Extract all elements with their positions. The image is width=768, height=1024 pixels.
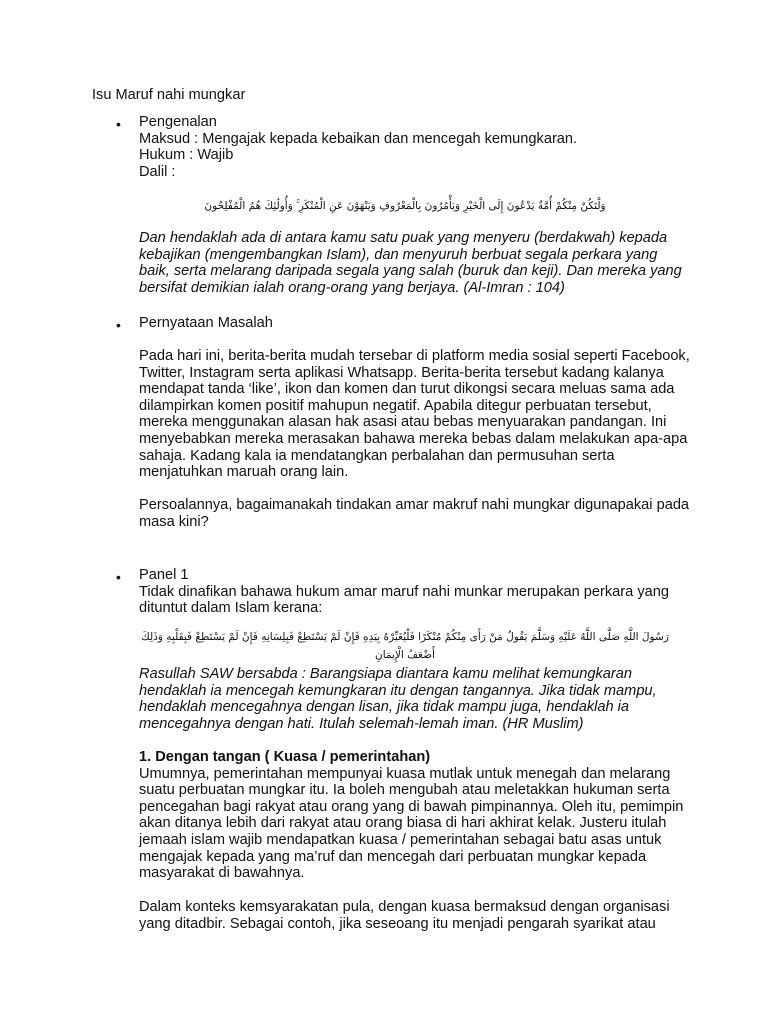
- maksud-line: Maksud : Mengajak kepada kebaikan dan mencegah kemungkaran.: [139, 130, 578, 147]
- translation-line: baik, serta melarang daripada segala yang salah (buruk dan keji). Dan mereka yang: [139, 263, 682, 280]
- paragraph-line: masyarakat di bawahnya.: [139, 865, 305, 882]
- hadith-translation: [139, 666, 679, 732]
- paragraph-line: jemaah islam wajib mendapatkan kuasa / pemerintahan sebagai batu asas untuk: [139, 831, 662, 848]
- paragraph-line: mendapat tanda ‘like’, ikon dan komen dan turut dikongsi secara meluas sama ada: [139, 381, 675, 398]
- question-paragraph: [139, 497, 690, 530]
- hadith-arabic-line: أَضْعَفُ الْإِيمَانِ: [375, 649, 435, 661]
- hadith-arabic-line: رَسُولَ اللَّهِ صَلَّى اللَّهُ عَلَيْهِ وَسَلَّمَ يَقُولُ مَنْ رَأَى مِنْكُمْ مُنْكَرًا فَلْيُغَيِّرْهُ بِيَدِهِ فَإِنْ لَمْ يَسْتَطِعْ فَبِلِسَانِهِ فَإِنْ لَمْ يَسْتَطِعْ فَبِقَلْبِهِ وَذَلِكَ: [141, 631, 669, 643]
- paragraph-line: Pada hari ini, berita-berita mudah tersebar di platform media sosial seperti Facebook,: [139, 348, 690, 364]
- bullet-panel-1: •: [116, 569, 121, 585]
- paragraph-line: Dalam konteks kemsyarakatan pula, dengan kuasa bermaksud dengan organisasi: [139, 899, 670, 915]
- kuasa-section: [139, 749, 684, 882]
- paragraph-line: mereka menggunakan alasan hak asasi atau bebas menyuarakan pandangan. Ini: [139, 414, 667, 431]
- problem-statement-paragraph: [139, 348, 690, 481]
- kemasyarakatan-paragraph: [139, 899, 679, 932]
- document-title: Isu Maruf nahi mungkar: [92, 87, 246, 103]
- paragraph-line: Umumnya, pemerintahan mempunyai kuasa mutlak untuk menegah dan melarang: [139, 765, 671, 782]
- paragraph-line: Persoalannya, bagaimanakah tindakan amar makruf nahi mungkar digunapakai pada: [139, 497, 690, 513]
- paragraph-line: suatu perbuatan mungkar itu. Ia boleh mengubah atau meletakkan hukuman serta: [139, 782, 670, 799]
- paragraph-line: pencegahan bagi rakyat atau orang yang di bawah pimpinannya. Oleh itu, pemimpin: [139, 798, 684, 815]
- paragraph-line: mengajak kepada yang ma’ruf dan mencegah dari perbuatan mungkar kepada: [139, 848, 647, 865]
- translation-line: bersifat demikian ialah orang-orang yang berjaya. (Al-Imran : 104): [139, 279, 565, 296]
- intro-line: dituntut dalam Islam kerana:: [139, 600, 323, 617]
- section-heading-pengenalan: Pengenalan: [139, 114, 217, 130]
- quran-verse-arabic: وَلْتَكُنْ مِنْكُمْ أُمَّةٌ يَدْعُونَ إِلَى الْخَيْرِ وَيَأْمُرُونَ بِالْمَعْرُوفِ وَيَنْهَوْنَ عَنِ الْمُنْكَرِ ۚ وَأُولَٰئِكَ هُمُ الْمُفْلِحُونَ: [204, 200, 606, 212]
- quran-verse-translation: [139, 230, 682, 296]
- hadith-line: hendaklah ia mencegah kemungkaran itu dengan tangannya. Jika tidak mampu,: [139, 682, 657, 699]
- section-pengenalan: [139, 114, 679, 180]
- paragraph-line: dilampirkan komen positif mahupun negatif. Apabila ditegur perbuatan tersebut,: [139, 397, 652, 414]
- subheading-dengan-tangan: 1. Dengan tangan ( Kuasa / pemerintahan): [139, 749, 431, 765]
- paragraph-line: menjatuhkan maruah orang lain.: [139, 464, 349, 481]
- section-panel-1: [139, 567, 679, 617]
- hadith-arabic: [139, 628, 671, 664]
- paragraph-line: Twitter, Instagram serta aplikasi Whatsapp. Berita-berita tersebut kadang kalanya: [139, 364, 664, 381]
- hukum-line: Hukum : Wajib: [139, 147, 234, 164]
- paragraph-line: sahaja. Kadang kala ia mendatangkan perbalahan dan permusuhan serta: [139, 447, 615, 464]
- hadith-line: Rasullah SAW bersabda : Barangsiapa diantara kamu melihat kemungkaran: [139, 666, 632, 682]
- dalil-line: Dalil :: [139, 163, 176, 180]
- hadith-line: mencegahnya dengan hati. Itulah selemah-lemah iman. (HR Muslim): [139, 715, 584, 732]
- translation-line: Dan hendaklah ada di antara kamu satu puak yang menyeru (berdakwah) kepada: [139, 230, 668, 246]
- bullet-pengenalan: •: [116, 116, 121, 132]
- paragraph-line: akan ditanya lebih dari rakyat atau orang biasa di hari akhirat kelak. Justeru itulah: [139, 815, 667, 832]
- bullet-pernyataan-masalah: •: [116, 317, 121, 333]
- paragraph-line: masa kini?: [139, 513, 209, 530]
- intro-line: Tidak dinafikan bahawa hukum amar maruf nahi munkar merupakan perkara yang: [139, 583, 669, 600]
- paragraph-line: menyebabkan mereka merasakan bahawa mereka bebas dalam melakukan apa-apa: [139, 430, 688, 447]
- section-heading-label: Pernyataan Masalah: [139, 315, 273, 331]
- section-heading-panel-1: Panel 1: [139, 567, 189, 583]
- translation-line: kebajikan (mengembangkan Islam), dan menyuruh berbuat segala perkara yang: [139, 246, 658, 263]
- section-heading-pernyataan-masalah: [139, 315, 679, 332]
- hadith-line: hendaklah mencegahnya dengan lisan, jika tidak mampu juga, hendaklah ia: [139, 699, 630, 716]
- paragraph-line: yang ditadbir. Sebagai contoh, jika seseoang itu menjadi pengarah syarikat atau: [139, 915, 656, 932]
